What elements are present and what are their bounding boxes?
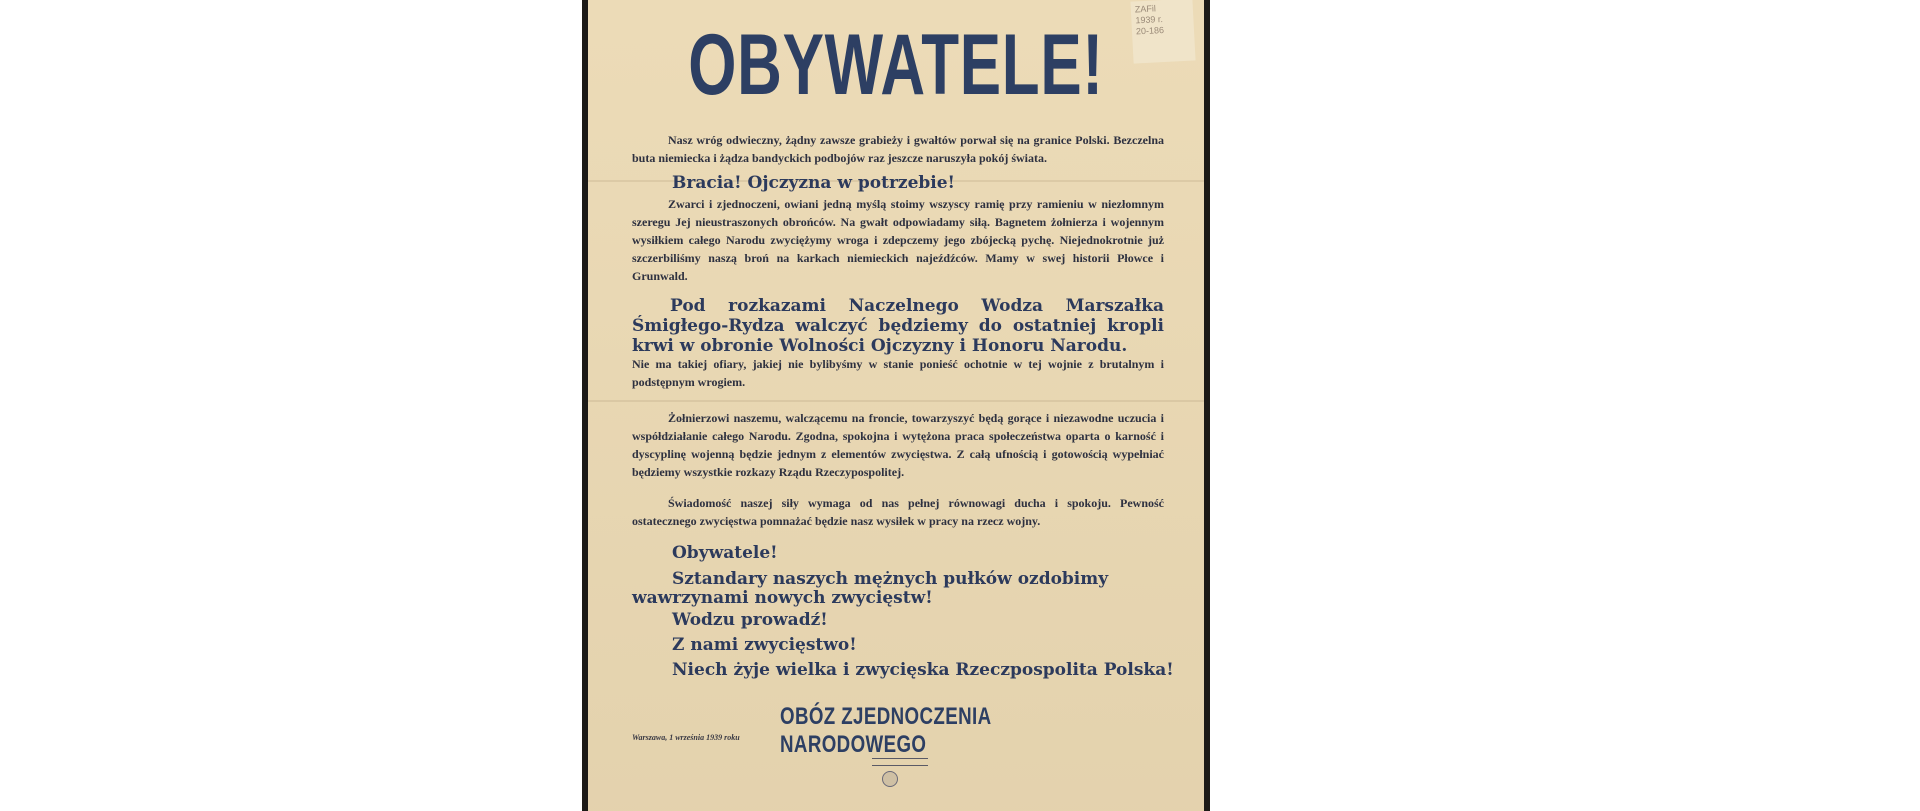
printer-imprint (872, 758, 928, 766)
closing-long-live: Niech żyje wielka i zwycięska Rzeczpospolita Polska! (672, 660, 1174, 680)
fold-line (588, 400, 1204, 402)
closing-citizens: Obywatele! (672, 543, 778, 563)
subhead-brothers: Bracia! Ojczyzna w potrzebie! (672, 173, 956, 193)
paragraph-awareness: Świadomość naszej siły wymaga od nas pełnej równowagi ducha i spokoju. Pewność ostatecznego zwycięstwa pomnażać będzie nasz wysiłek w pracy na rzecz wojny. (632, 496, 1164, 528)
poster-headline: OBYWATELE! (688, 17, 1104, 113)
paragraph-intro: Nasz wróg odwieczny, żądny zawsze grabieży i gwałtów porwał się na granice Polski. Bezczelna buta niemiecka i żądza bandyckich podbojów raz jeszcze naruszyła pokój świata. (632, 133, 1164, 165)
paragraph-sacrifice: Nie ma takiej ofiary, jakiej nie bylibyśmy w stanie ponieść ochotnie w tej wojnie z brutalnym i podstępnym wrogiem. (632, 357, 1164, 389)
statement-commander: Pod rozkazami Naczelnego Wodza Marszałka Śmigłego-Rydza walczyć będziemy do ostatniej kropli krwi w obronie Wolności Ojczyzny i Honoru Narodu. (632, 296, 1164, 356)
closing-banners: Sztandary naszych mężnych pułków ozdobimy wawrzynami nowych zwycięstw! (632, 569, 1109, 608)
date-line: Warszawa, 1 września 1939 roku (632, 733, 740, 742)
paragraph-united: Zwarci i zjednoczeni, owiani jedną myślą stoimy wszyscy ramię przy ramieniu w niezłomnym szeregu Jej nieustraszonych obrońców. Na gwałt odpowiadamy siłą. Bagnetem żołnierza i wojennym wysiłkiem całego Narodu zwyciężymy wroga i zdepczemy jego zbójecką pychę. Niejednokrotnie już szczerbiliśmy naszą broń na karkach niemieckich najeźdźców. Mamy w swej historii Płowce i Grunwald. (632, 197, 1164, 283)
closing-victory: Z nami zwycięstwo! (672, 635, 857, 655)
poster (588, 0, 1204, 811)
closing-lead: Wodzu prowadź! (672, 610, 828, 630)
paragraph-soldier: Żołnierzowi naszemu, walczącemu na froncie, towarzyszyć będą gorące i niezawodne uczucia i współdziałanie całego Narodu. Zgodna, spokojna i wytężona praca społeczeństwa oparta o karność i dyscyplinę wojenną będzie jednym z elementów zwycięstwa. Z całą ufnością i gotowością wypełniać będziemy wszystkie rozkazy Rządu Rzeczypospolitej. (632, 411, 1164, 479)
archive-stamp: ZAFil 1939 r. 20-186 (1130, 0, 1195, 64)
organization-name: OBÓZ ZJEDNOCZENIA NARODOWEGO (780, 703, 991, 758)
seal-icon (882, 771, 898, 787)
